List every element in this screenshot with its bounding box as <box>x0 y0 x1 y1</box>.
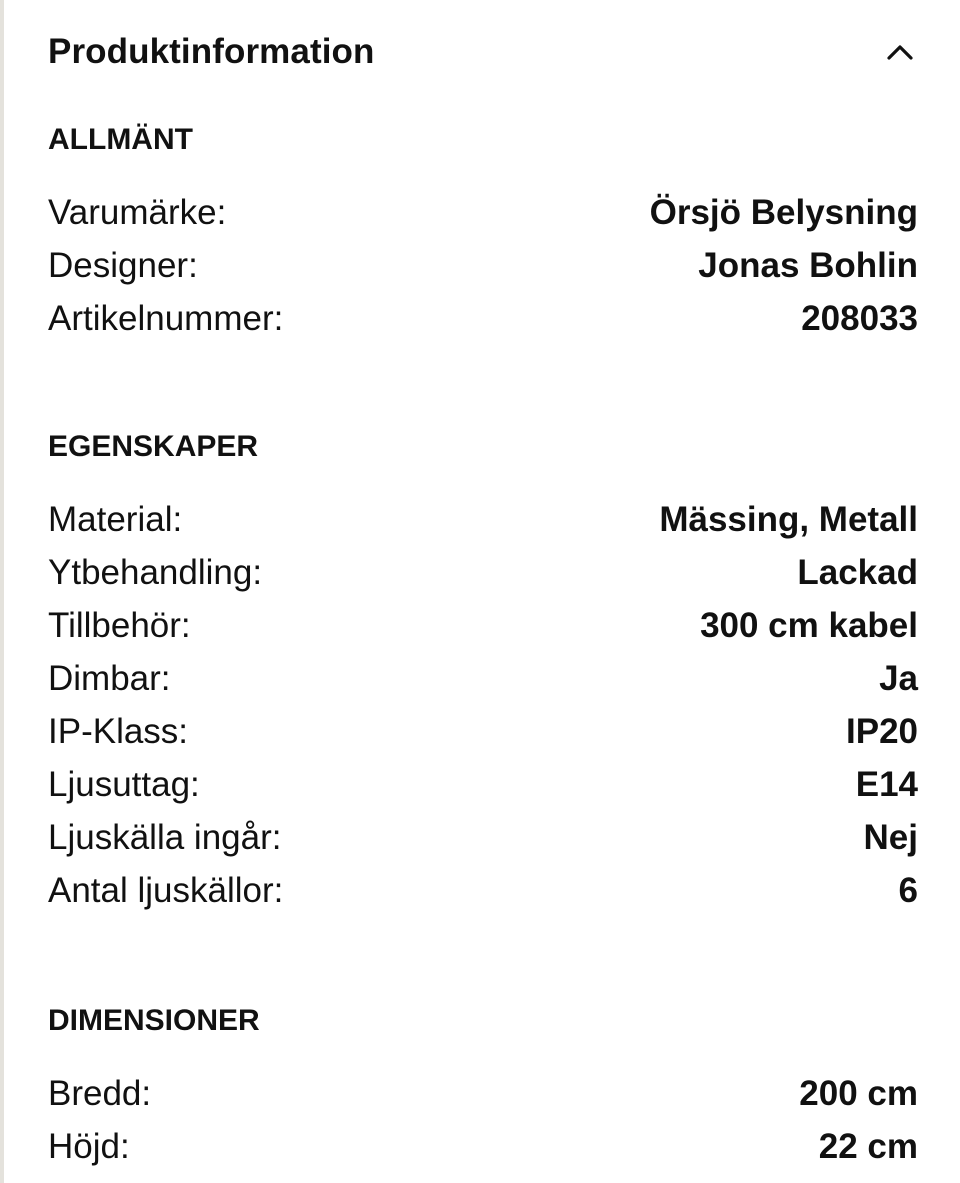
spec-value: 300 cm kabel <box>700 605 918 645</box>
spec-value: IP20 <box>846 711 918 751</box>
section-dimensioner <box>48 1001 918 1173</box>
spec-label: Dimbar: <box>48 658 171 698</box>
spec-value: Örsjö Belysning <box>649 192 918 232</box>
spec-value: E14 <box>855 764 918 804</box>
spec-label: Tillbehör: <box>48 605 191 645</box>
spec-row-hojd <box>48 1120 918 1173</box>
section-heading: DIMENSIONER <box>48 1004 260 1037</box>
spec-label: Ytbehandling: <box>48 552 263 592</box>
spec-label: Höjd: <box>48 1126 130 1166</box>
spec-row-material <box>48 493 918 546</box>
section-egenskaper <box>48 427 918 917</box>
spec-label: Antal ljuskällor: <box>48 870 284 910</box>
spec-label: Designer: <box>48 245 198 285</box>
spec-value: 208033 <box>801 298 918 338</box>
spec-value: Ja <box>879 658 918 698</box>
spec-label: Ljusuttag: <box>48 764 200 804</box>
spec-label: IP-Klass: <box>48 711 189 751</box>
spec-value: Mässing, Metall <box>659 499 918 539</box>
accordion-title: Produktinformation <box>48 32 375 71</box>
spec-value: 22 cm <box>818 1126 918 1166</box>
spec-label: Material: <box>48 499 183 539</box>
spec-row-antal-ljuskallor <box>48 864 918 917</box>
spec-row-ljusuttag <box>48 758 918 811</box>
spec-row-artikelnummer <box>48 292 918 345</box>
spec-label: Bredd: <box>48 1073 152 1113</box>
spec-label: Ljuskälla ingår: <box>48 817 282 857</box>
spec-row-ytbehandling <box>48 546 918 599</box>
spec-label: Varumärke: <box>48 192 227 232</box>
spec-value: 6 <box>898 870 918 910</box>
spec-row-designer <box>48 239 918 292</box>
accordion-header[interactable] <box>48 22 920 82</box>
spec-value: Jonas Bohlin <box>698 245 918 285</box>
spec-row-ip-klass <box>48 705 918 758</box>
spec-label: Artikelnummer: <box>48 298 284 338</box>
section-allmant <box>48 120 918 345</box>
spec-value: 200 cm <box>799 1073 918 1113</box>
section-heading: EGENSKAPER <box>48 430 259 463</box>
spec-value: Nej <box>863 817 918 857</box>
spec-row-tillbehor <box>48 599 918 652</box>
spec-row-bredd <box>48 1067 918 1120</box>
spec-row-ljuskalla-ingar <box>48 811 918 864</box>
spec-value: Lackad <box>797 552 918 592</box>
chevron-up-icon[interactable] <box>880 32 920 72</box>
section-heading: ALLMÄNT <box>48 123 193 156</box>
spec-row-dimbar <box>48 652 918 705</box>
spec-row-varumarke <box>48 186 918 239</box>
